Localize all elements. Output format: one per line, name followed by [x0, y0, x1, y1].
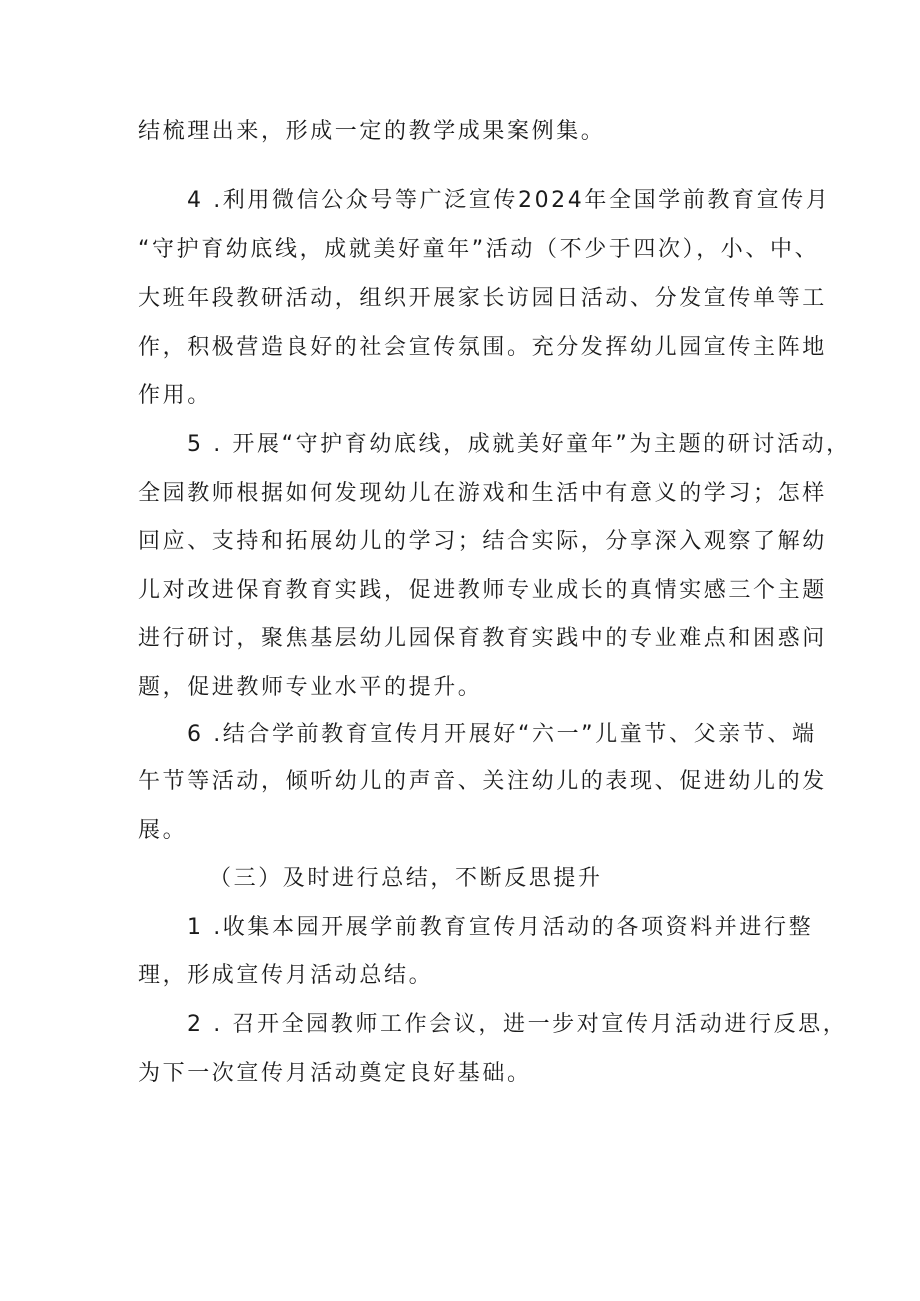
sub-item-2-line: 2 . 召开全园教师工作会议，进一步对宣传月活动进行反思， [187, 1012, 848, 1037]
sub-item-1-line: 1 .收集本园开展学前教育宣传月活动的各项资料并进行整 [187, 915, 814, 940]
item-5-line: 全园教师根据如何发现幼儿在游戏和生活中有意义的学习；怎样 [138, 481, 827, 506]
sub-item-1-line: 理，形成宣传月活动总结。 [138, 963, 434, 988]
sub-item-2-line: 为下一次宣传月活动奠定良好基础。 [138, 1061, 532, 1086]
item-4-line: “守护育幼底线，成就美好童年”活动（不少于四次），小、中、 [138, 237, 820, 262]
section-heading: （三）及时进行总结，不断反思提升 [209, 866, 603, 891]
item-5-line: 5 . 开展“守护育幼底线，成就美好童年”为主题的研讨活动， [187, 432, 851, 457]
item-4-line: 大班年段教研活动，组织开展家长访园日活动、分发宣传单等工 [138, 286, 827, 311]
item-5-line: 儿对改进保育教育实践，促进教师专业成长的真情实感三个主题 [138, 578, 827, 603]
item-5-line: 题，促进教师专业水平的提升。 [138, 675, 483, 700]
item-4-line: 作用。 [138, 383, 212, 408]
item-6-line: 午节等活动，倾听幼儿的声音、关注幼儿的表现、促进幼儿的发 [138, 769, 827, 794]
paragraph-continued-line: 结梳理出来，形成一定的教学成果案例集。 [138, 119, 606, 144]
item-5-line: 回应、支持和拓展幼儿的学习；结合实际，分享深入观察了解幼 [138, 529, 827, 554]
item-6-line: 6 .结合学前教育宣传月开展好“六一”儿童节、父亲节、端 [187, 722, 817, 747]
item-4-line: 4 .利用微信公众号等广泛宣传2024年全国学前教育宣传月 [187, 188, 831, 213]
item-6-line: 展。 [138, 818, 188, 843]
item-4-line: 作，积极营造良好的社会宣传氛围。充分发挥幼儿园宣传主阵地 [138, 335, 827, 360]
item-5-line: 进行研讨，聚焦基层幼儿园保育教育实践中的专业难点和困惑问 [138, 626, 827, 651]
